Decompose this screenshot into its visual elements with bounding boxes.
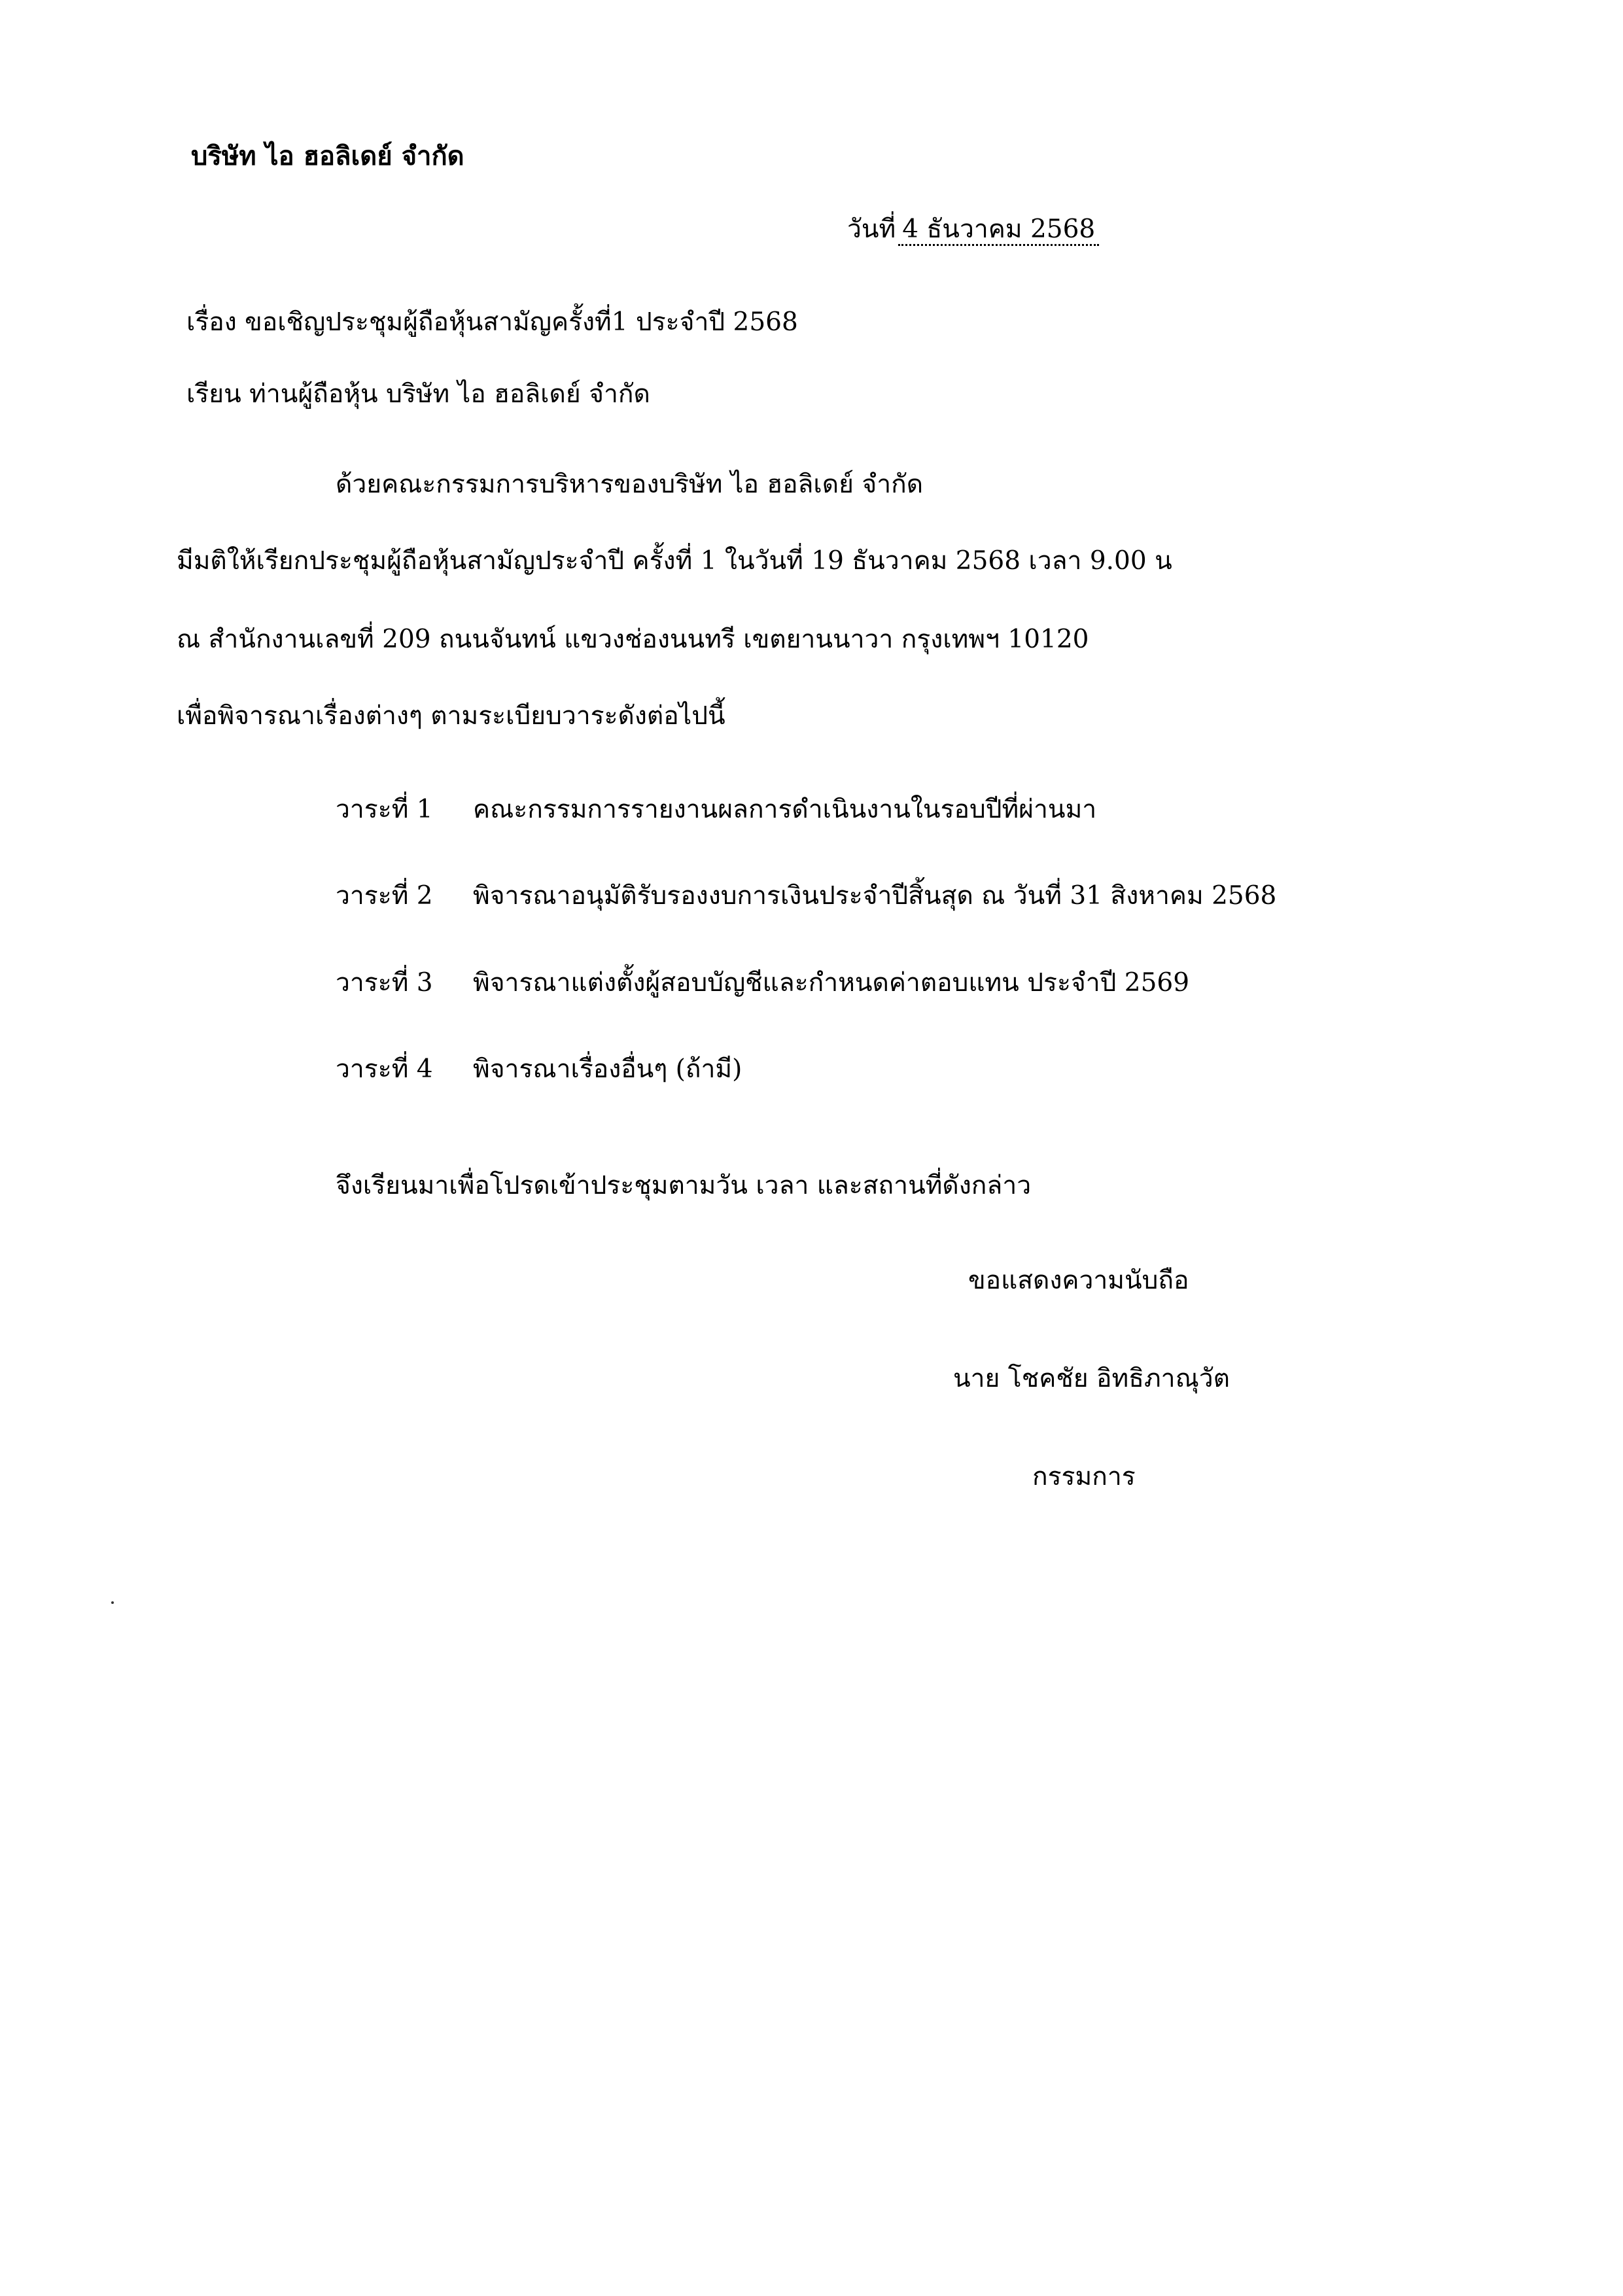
agenda-number: วาระที่ 3 bbox=[336, 968, 433, 998]
body-paragraph-line: มีมติให้เรียกประชุมผู้ถือหุ้นสามัญประจำปี ครั้งที่ 1 ในวันที่ 19 ธันวาคม 2568 เวลา 9.00 น bbox=[177, 546, 1172, 576]
agenda-text: คณะกรรมการรายงานผลการดำเนินงานในรอบปีที่ผ่านมา bbox=[473, 795, 1097, 824]
body-paragraph-line: ด้วยคณะกรรมการบริหารของบริษัท ไอ ฮอลิเดย์ จำกัด bbox=[336, 470, 924, 499]
regards-line: ขอแสดงความนับถือ bbox=[968, 1266, 1189, 1295]
agenda-number: วาระที่ 4 bbox=[336, 1054, 433, 1084]
agenda-text: พิจารณาแต่งตั้งผู้สอบบัญชีและกำหนดค่าตอบแทน ประจำปี 2569 bbox=[473, 968, 1190, 998]
closing-line: จึงเรียนมาเพื่อโปรดเข้าประชุมตามวัน เวลา และสถานที่ดังกล่าว bbox=[336, 1171, 1032, 1200]
signer-name: นาย โชคชัย อิทธิภาณุวัต bbox=[953, 1364, 1230, 1393]
date-label: วันที่ bbox=[847, 215, 896, 244]
agenda-text: พิจารณาอนุมัติรับรองงบการเงินประจำปีสิ้นสุด ณ วันที่ 31 สิงหาคม 2568 bbox=[473, 881, 1277, 911]
agenda-item bbox=[336, 795, 1096, 826]
signer-position: กรรมการ bbox=[1032, 1462, 1136, 1491]
agenda-item bbox=[336, 1054, 742, 1085]
subject-line: เรื่อง ขอเชิญประชุมผู้ถือหุ้นสามัญครั้งที่1 ประจำปี 2568 bbox=[186, 307, 798, 337]
agenda-item bbox=[336, 881, 1276, 912]
recipient-line: เรียน ท่านผู้ถือหุ้น บริษัท ไอ ฮอลิเดย์ จำกัด bbox=[186, 379, 650, 409]
agenda-number: วาระที่ 1 bbox=[336, 795, 433, 824]
company-header: บริษัท ไอ ฮอลิเดย์ จำกัด bbox=[191, 141, 464, 171]
body-paragraph-line: ณ สำนักงานเลขที่ 209 ถนนจันทน์ แขวงช่องนนทรี เขตยานนาวา กรุงเทพฯ 10120 bbox=[177, 625, 1089, 654]
scan-speck bbox=[111, 1601, 114, 1604]
agenda-number: วาระที่ 2 bbox=[336, 881, 433, 911]
date-line bbox=[847, 215, 1099, 245]
agenda-text: พิจารณาเรื่องอื่นๆ (ถ้ามี) bbox=[473, 1054, 742, 1084]
body-paragraph-line: เพื่อพิจารณาเรื่องต่างๆ ตามระเบียบวาระดังต่อไปนี้ bbox=[177, 701, 725, 731]
date-value: 4 ธันวาคม 2568 bbox=[898, 215, 1099, 246]
agenda-item bbox=[336, 968, 1189, 999]
